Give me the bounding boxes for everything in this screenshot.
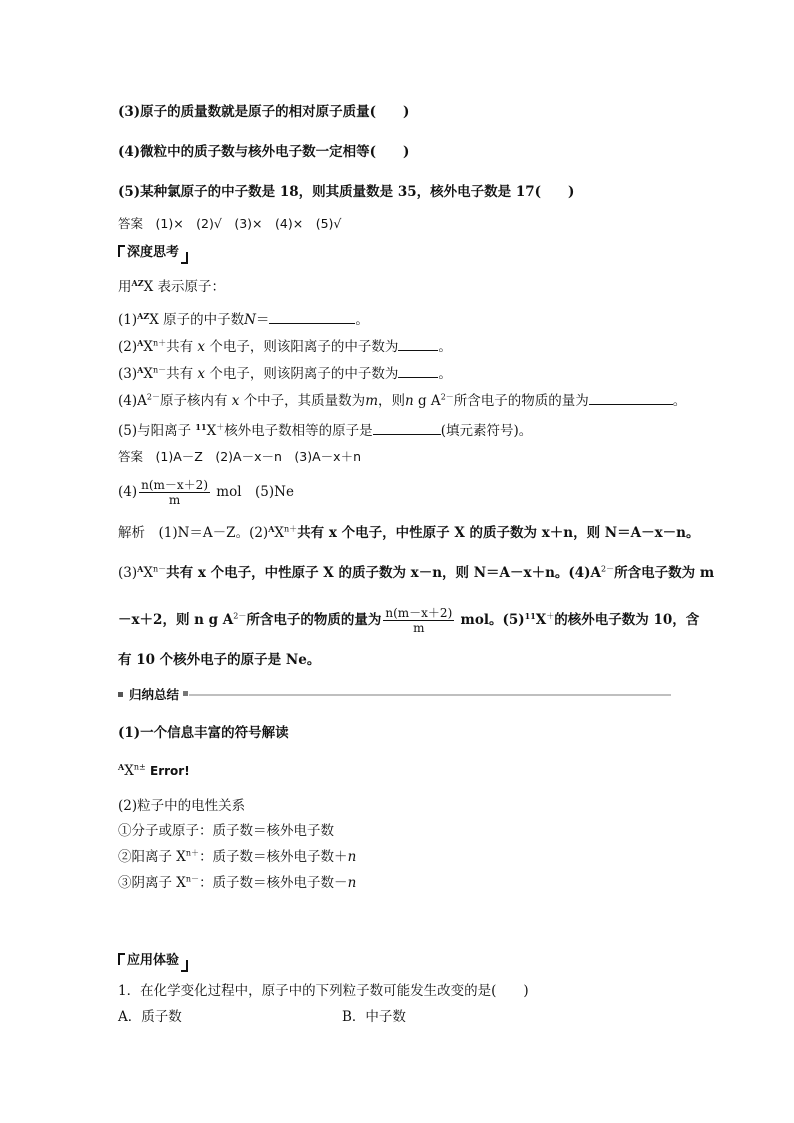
fraction-explanation: $\frac{n(m-x+2)}{m}$ bbox=[385, 606, 453, 635]
explanation-line-2: $(3)^AX^{n-}$共有 x 个电子，中性原子 X 的质子数为 x－n，则 N＝A－x＋n。$(4)A^{2-}$所含电子数为 m bbox=[118, 564, 715, 581]
prompt-4: $(4)A^{2-}$原子核内有 x 个中子，其质量数为m，则n g $A^{2-}$所含电子的物质的量为 。 bbox=[118, 390, 686, 410]
answer-line: 答案 (1)× (2)√ (3)× (4)× (5)√ bbox=[118, 216, 342, 231]
prompt-3: $(3)^AX^{n-}$共有 x 个电子，则该阴离子的中子数为 。 bbox=[118, 365, 452, 382]
bracket-open-icon bbox=[118, 953, 125, 965]
question-5: (5)某种氯原子的中子数是 18，则其质量数是 35，核外电子数是 17( ) bbox=[118, 184, 575, 200]
prompt-2: $(2)^AX^{n+}$共有 x 个电子，则该阳离子的中子数为 。 bbox=[118, 338, 452, 355]
blank-4[interactable] bbox=[589, 390, 673, 405]
prompt-5: (5)与阳离子 $^{11}$X＋核外电子数相等的原子是 (填元素符号)。 bbox=[118, 422, 533, 439]
question-3: (3)原子的质量数就是原子的相对原子质量( ) bbox=[118, 104, 410, 120]
summary-item-2b: ②阳离子 $X^{n+}$：质子数＝核外电子数＋n bbox=[118, 848, 357, 865]
summary-item-2: (2)粒子中的电性关系 bbox=[118, 798, 246, 814]
answer-block-2: (4) $\frac{n(m-x+2)}{m}$ mol (5)Ne bbox=[118, 478, 294, 507]
summary-divider bbox=[189, 694, 671, 696]
bracket-open-icon bbox=[118, 245, 125, 257]
summary-item-2a: ①分子或原子：质子数＝核外电子数 bbox=[118, 823, 334, 839]
practice-heading: 应用体验 bbox=[118, 952, 188, 970]
question-4: (4)微粒中的质子数与核外电子数一定相等( ) bbox=[118, 144, 410, 160]
explanation-line-4: 有 10 个核外电子的原子是 Ne。 bbox=[118, 652, 321, 668]
blank-2[interactable] bbox=[398, 336, 438, 351]
answer-block-1: 答案 (1)A－Z (2)A－x－n (3)A－x＋n bbox=[118, 449, 362, 464]
square-bullet-icon bbox=[118, 692, 123, 697]
blank-1[interactable] bbox=[269, 309, 355, 324]
deep-thinking-heading: 深度思考 bbox=[118, 244, 188, 262]
explanation-line-3: －x＋2，则 n g $A^{2-}$所含电子的物质的量为 $\frac{n(m-x+2)}{m}$ mol。$(5)^{11}X^+$的核外电子数为 10，含 bbox=[118, 606, 700, 635]
fraction-answer: $\frac{n(m-x+2)}{m}$ bbox=[141, 478, 208, 507]
blank-3[interactable] bbox=[398, 363, 438, 378]
summary-item-2c: ③阴离子 $X^{n-}$：质子数＝核外电子数－n bbox=[118, 874, 357, 891]
option-b[interactable]: B．中子数 bbox=[342, 1009, 406, 1025]
summary-heading: 归纳总结 bbox=[118, 686, 179, 704]
bracket-close-icon bbox=[181, 960, 188, 972]
option-a[interactable]: A．质子数 bbox=[118, 1009, 182, 1025]
practice-question-1: 1．在化学变化过程中，原子中的下列粒子数可能发生改变的是( ) bbox=[118, 983, 529, 999]
summary-symbol: $^AX^{n\pm}$ Error! bbox=[118, 762, 190, 779]
summary-item-1: (1)一个信息丰富的符号解读 bbox=[118, 725, 289, 741]
blank-5[interactable] bbox=[373, 420, 441, 435]
prompt-1: $(1)^{AZ}X$ 原子的中子数N＝ 。 bbox=[118, 311, 369, 328]
square-bullet-icon bbox=[183, 691, 188, 696]
explanation-line-1: 解析 (1)N＝A－Z。$(2)^AX^{n+}$共有 x 个电子，中性原子 X 的质子数为 x＋n，则 N＝A－x－n。 bbox=[118, 524, 700, 541]
intro-line: 用$^{AZ}$X 表示原子： bbox=[118, 278, 225, 295]
bracket-close-icon bbox=[181, 252, 188, 264]
